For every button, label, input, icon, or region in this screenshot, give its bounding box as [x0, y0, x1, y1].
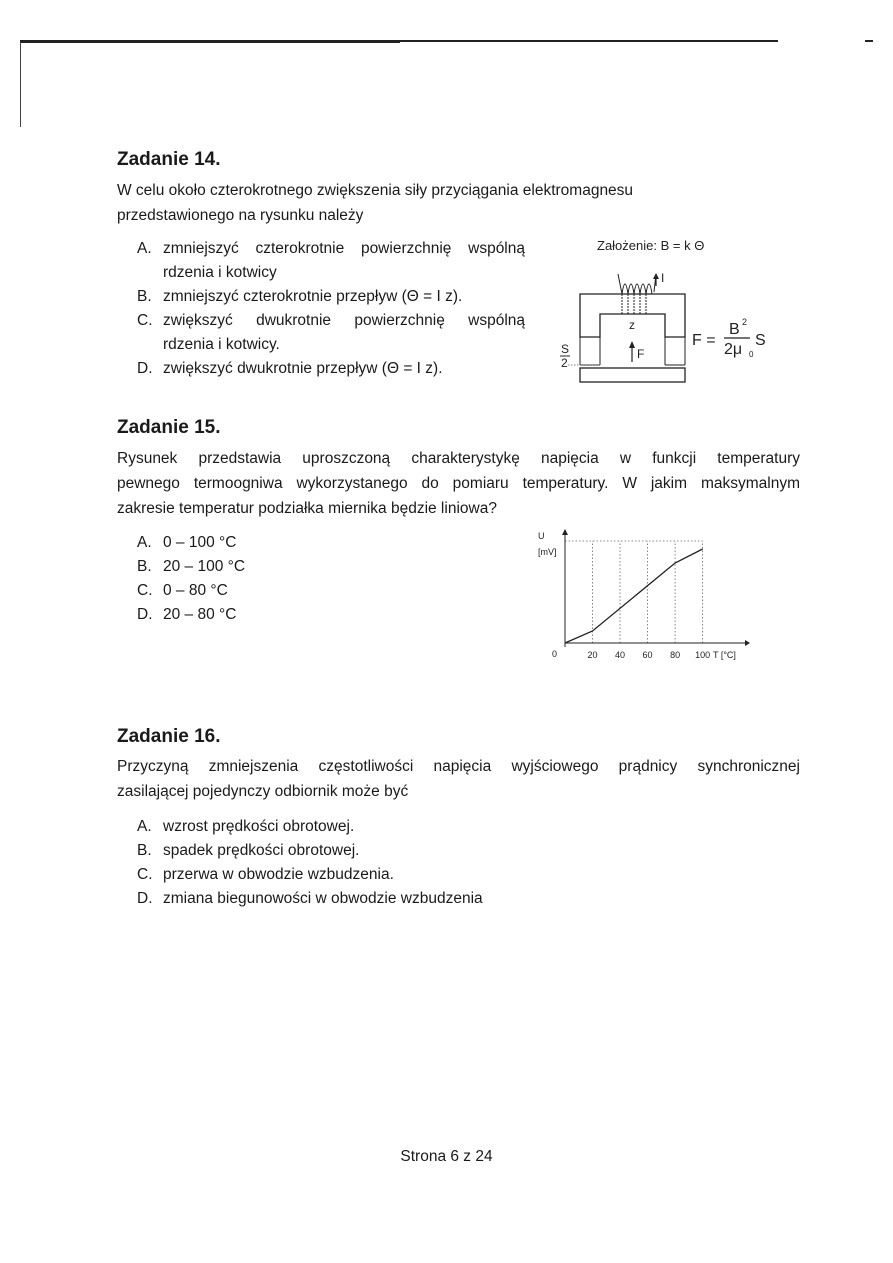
current-arrowhead: [653, 273, 659, 279]
task15-question-line1: Rysunek przedstawia uproszczoną charakterystykę napięcia w funkcji temperatury: [117, 450, 800, 467]
top-rule-thick: [20, 40, 400, 43]
formula-numerator: B: [729, 321, 740, 338]
x-tick-label: 20: [587, 650, 598, 660]
task15-option-d[interactable]: [137, 603, 337, 627]
turns-label: z: [629, 318, 635, 332]
option-text: 0 – 80 °C: [163, 582, 228, 599]
chart-origin-label: 0: [552, 649, 558, 659]
option-text: zmniejszyć czterokrotnie przepływ (Θ = I z).: [163, 288, 463, 305]
task14-option-a[interactable]: [137, 237, 527, 285]
task14-question-line1: W celu około czterokrotnego zwiększenia siły przyciągania elektromagnesu: [117, 182, 634, 199]
x-tick-label: 40: [615, 650, 626, 660]
formula-lhs: F =: [692, 332, 716, 349]
option-text: spadek prędkości obrotowej.: [163, 842, 360, 859]
option-text-cont: rdzenia i kotwicy.: [163, 336, 280, 353]
option-text: zwiększyć dwukrotnie przepływ (Θ = I z).: [163, 360, 443, 377]
option-letter: B.: [137, 558, 152, 575]
option-text: 20 – 100 °C: [163, 558, 246, 575]
force-arrowhead: [629, 341, 635, 348]
electromagnet-figure: [550, 232, 780, 392]
option-letter: A.: [137, 818, 152, 835]
x-axis-arrowhead: [745, 640, 750, 646]
x-tick-label: 100: [695, 650, 711, 660]
task14-option-c[interactable]: [137, 309, 527, 357]
task14-heading: Zadanie 14.: [117, 149, 221, 170]
option-text: zwiększyć dwukrotnie powierzchnię wspólną: [163, 312, 525, 329]
formula-denominator: 2μ: [724, 341, 743, 358]
option-text: 0 – 100 °C: [163, 534, 237, 551]
option-letter: C.: [137, 582, 153, 599]
task15-question: [117, 446, 800, 521]
x-tick-label: 80: [670, 650, 681, 660]
chart-ylabel-line1: U: [538, 531, 545, 541]
task14-option-d[interactable]: [137, 357, 527, 381]
formula-denominator-sub: 0: [749, 350, 754, 359]
left-margin-rule: [20, 42, 21, 127]
option-letter: D.: [137, 890, 153, 907]
task15-question-line2: pewnego termoogniwa wykorzystanego do pomiaru temperatury. W jakim maksymalnym: [117, 475, 800, 492]
task16-question-line2: zasilającej pojedynczy odbiornik może być: [117, 783, 409, 800]
figure-assumption: Założenie: B = k Θ: [597, 238, 705, 253]
area-numerator: S: [561, 342, 570, 356]
current-label: I: [661, 271, 665, 285]
chart-ylabel-line2: [mV]: [538, 547, 557, 557]
thermocouple-chart: [530, 525, 760, 665]
characteristic-line: [565, 549, 703, 643]
formula-tail: S: [755, 332, 766, 349]
option-text: zmiana biegunowości w obwodzie wzbudzenia: [163, 890, 483, 907]
task16-option-a[interactable]: [137, 815, 637, 839]
x-tick-label: 60: [642, 650, 653, 660]
task15-options: [137, 531, 337, 627]
option-text: 20 – 80 °C: [163, 606, 237, 623]
option-letter: C.: [137, 866, 153, 883]
task15-option-a[interactable]: [137, 531, 337, 555]
option-letter: B.: [137, 288, 152, 305]
option-letter: B.: [137, 842, 152, 859]
option-letter: A.: [137, 240, 152, 257]
task15-option-c[interactable]: [137, 579, 337, 603]
formula-numerator-exp: 2: [742, 317, 748, 327]
option-letter: C.: [137, 312, 153, 329]
task16-option-d[interactable]: [137, 887, 637, 911]
option-letter: D.: [137, 360, 153, 377]
option-text: zmniejszyć czterokrotnie powierzchnię wspólną: [163, 240, 525, 257]
task16-option-b[interactable]: [137, 839, 637, 863]
task16-question-line1: Przyczyną zmniejszenia częstotliwości napięcia wyjściowego prądnicy synchronicznej: [117, 758, 800, 775]
option-text-cont: rdzenia i kotwicy: [163, 264, 277, 281]
page-number: Strona 6 z 24: [400, 1148, 493, 1165]
force-label: F: [637, 347, 645, 361]
option-letter: D.: [137, 606, 153, 623]
task16-question: [117, 754, 800, 804]
option-text: przerwa w obwodzie wzbudzenia.: [163, 866, 394, 883]
task15-question-line3: zakresie temperatur podziałka miernika będzie liniowa?: [117, 500, 497, 517]
task15-heading: Zadanie 15.: [117, 417, 221, 438]
task16-options: [137, 815, 637, 911]
armature: [580, 368, 685, 382]
y-axis-arrowhead: [562, 529, 568, 535]
task16-option-c[interactable]: [137, 863, 637, 887]
task15-option-b[interactable]: [137, 555, 337, 579]
option-letter: A.: [137, 534, 152, 551]
task14-question-line2: przedstawionego na rysunku należy: [117, 207, 364, 224]
chart-xlabel: T [°C]: [713, 650, 736, 660]
option-text: wzrost prędkości obrotowej.: [163, 818, 355, 835]
task14-options: [137, 237, 527, 381]
corner-mark: [865, 40, 873, 42]
task14-question: [117, 178, 807, 228]
task14-option-b[interactable]: [137, 285, 527, 309]
area-denominator: 2: [561, 356, 568, 370]
task16-heading: Zadanie 16.: [117, 726, 221, 747]
